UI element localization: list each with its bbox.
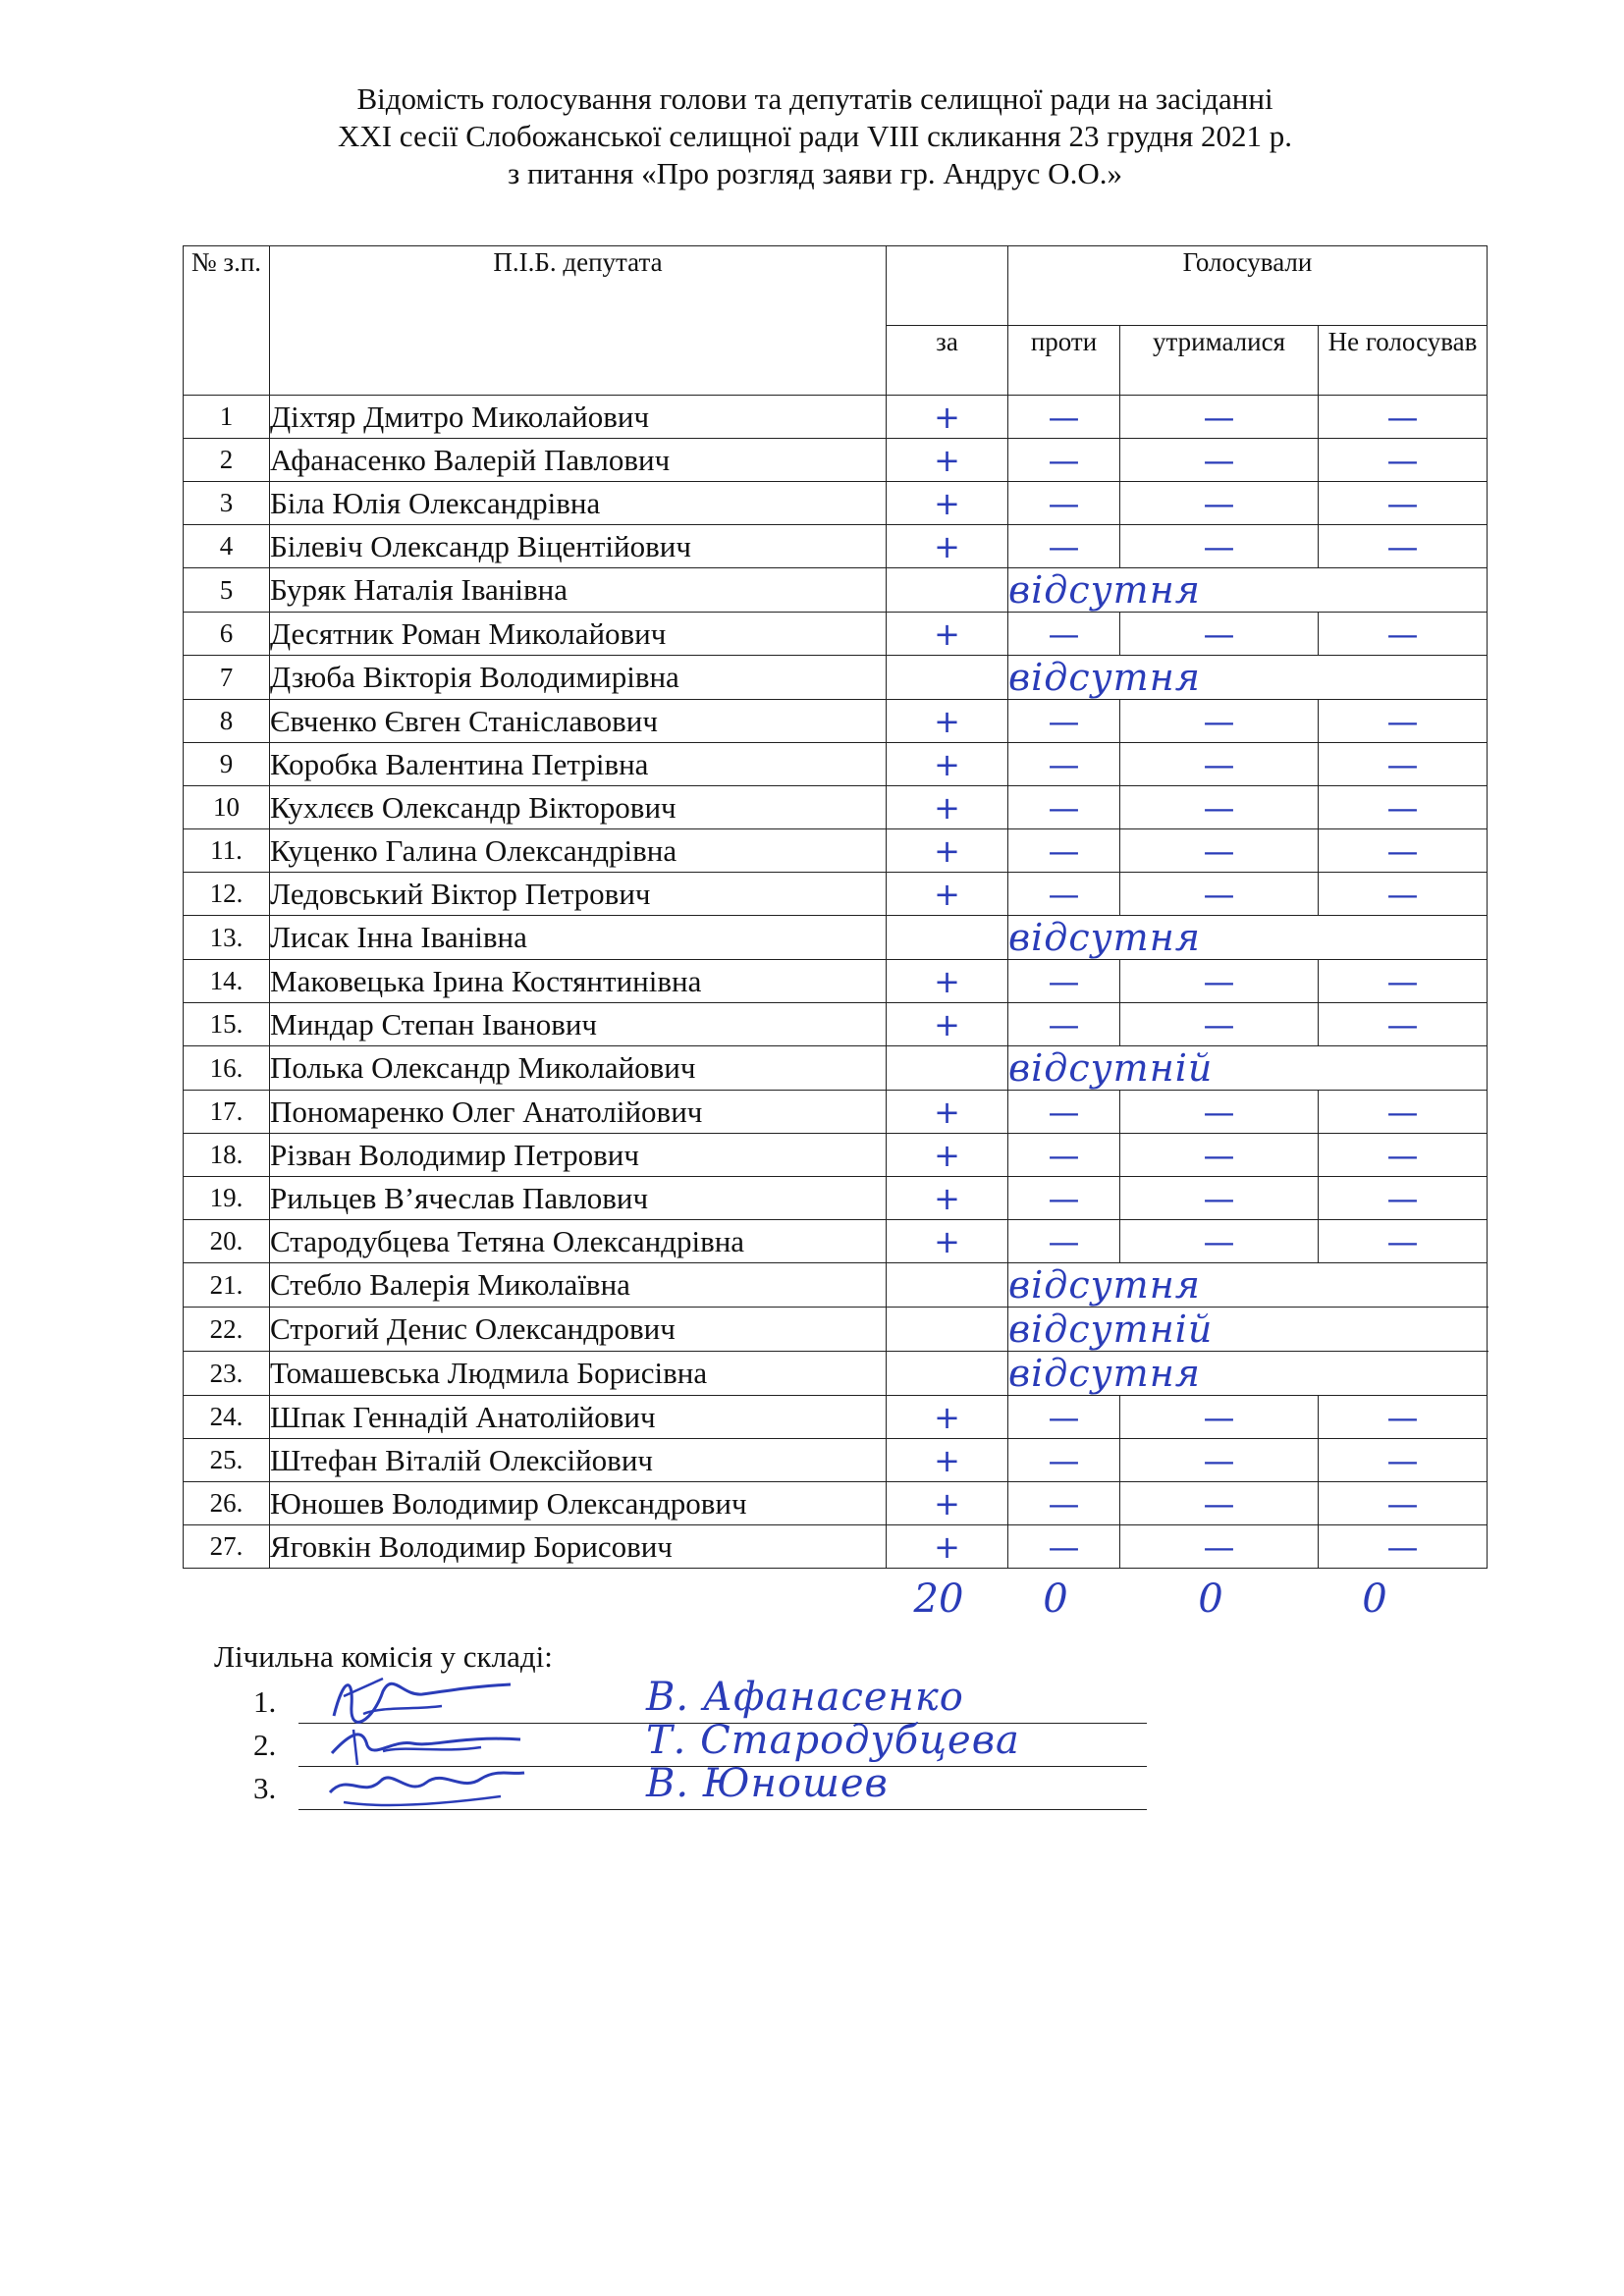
table-row	[184, 786, 1488, 829]
header-abstained: утрималися	[1120, 326, 1319, 396]
vote-against: —	[1008, 1439, 1120, 1482]
vote-abstained: —	[1120, 1396, 1319, 1439]
table-row	[184, 656, 1488, 700]
vote-not-voted: —	[1319, 700, 1488, 743]
vote-not-voted: —	[1319, 396, 1488, 439]
title-line-1: Відомість голосування голови та депутатів селищної ради на засіданні	[356, 81, 1273, 116]
header-deputy-name: П.І.Б. депутата	[270, 246, 887, 396]
deputy-name: Кухлєєв Олександр Вікторович	[270, 786, 887, 829]
absent-note: відсутня	[1008, 1263, 1488, 1308]
vote-abstained: —	[1120, 743, 1319, 786]
row-number: 11.	[184, 829, 270, 873]
deputy-name: Біла Юлія Олександрівна	[270, 482, 887, 525]
table-row	[184, 743, 1488, 786]
vote-for	[887, 1263, 1008, 1308]
vote-not-voted: —	[1319, 1177, 1488, 1220]
row-number: 23.	[184, 1352, 270, 1396]
deputy-name: Буряк Наталія Іванівна	[270, 568, 887, 613]
vote-against: —	[1008, 829, 1120, 873]
vote-not-voted: —	[1319, 829, 1488, 873]
row-number: 16.	[184, 1046, 270, 1091]
commission-label: Лічильна комісія у складі:	[214, 1639, 553, 1674]
vote-abstained: —	[1120, 525, 1319, 568]
vote-not-voted: —	[1319, 960, 1488, 1003]
row-number: 15.	[184, 1003, 270, 1046]
vote-abstained: —	[1120, 439, 1319, 482]
vote-for: +	[887, 396, 1008, 439]
table-row	[184, 1352, 1488, 1396]
vote-against: —	[1008, 439, 1120, 482]
vote-against: —	[1008, 525, 1120, 568]
vote-not-voted: —	[1319, 482, 1488, 525]
vote-for: +	[887, 700, 1008, 743]
vote-abstained: —	[1120, 1482, 1319, 1525]
header-not-voted: Не голосував	[1319, 326, 1488, 396]
row-number: 14.	[184, 960, 270, 1003]
absent-note: відсутня	[1008, 656, 1488, 700]
deputy-name: Коробка Валентина Петрівна	[270, 743, 887, 786]
table-row	[184, 1134, 1488, 1177]
vote-abstained: —	[1120, 396, 1319, 439]
vote-for: +	[887, 1482, 1008, 1525]
deputy-name: Дзюба Вікторія Володимирівна	[270, 656, 887, 700]
vote-against: —	[1008, 1482, 1120, 1525]
vote-not-voted: —	[1319, 525, 1488, 568]
total-abstained: 0	[1198, 1576, 1223, 1622]
row-number: 24.	[184, 1396, 270, 1439]
row-number: 13.	[184, 916, 270, 960]
vote-not-voted: —	[1319, 1134, 1488, 1177]
vote-not-voted: —	[1319, 1396, 1488, 1439]
row-number: 20.	[184, 1220, 270, 1263]
table-row	[184, 439, 1488, 482]
vote-against: —	[1008, 1091, 1120, 1134]
table-row	[184, 1396, 1488, 1439]
deputy-name: Афанасенко Валерій Павлович	[270, 439, 887, 482]
vote-not-voted: —	[1319, 439, 1488, 482]
vote-for: +	[887, 1439, 1008, 1482]
header-number: № з.п.	[184, 246, 270, 396]
row-number: 25.	[184, 1439, 270, 1482]
row-number: 6	[184, 613, 270, 656]
table-row	[184, 1263, 1488, 1308]
vote-against: —	[1008, 786, 1120, 829]
vote-not-voted: —	[1319, 1003, 1488, 1046]
absent-note: відсутня	[1008, 916, 1488, 960]
vote-against: —	[1008, 743, 1120, 786]
header-for: за	[887, 326, 1008, 396]
vote-for: +	[887, 613, 1008, 656]
absent-note: відсутній	[1008, 1308, 1488, 1352]
deputy-name: Полька Олександр Миколайович	[270, 1046, 887, 1091]
table-row	[184, 1439, 1488, 1482]
vote-not-voted: —	[1319, 786, 1488, 829]
vote-against: —	[1008, 960, 1120, 1003]
table-row	[184, 1091, 1488, 1134]
deputy-name: Яговкін Володимир Борисович	[270, 1525, 887, 1569]
vote-against: —	[1008, 1134, 1120, 1177]
header-against: проти	[1008, 326, 1120, 396]
row-number: 7	[184, 656, 270, 700]
vote-against: —	[1008, 396, 1120, 439]
vote-abstained: —	[1120, 1134, 1319, 1177]
vote-for: +	[887, 1220, 1008, 1263]
vote-for: +	[887, 1177, 1008, 1220]
vote-not-voted: —	[1319, 743, 1488, 786]
table-row	[184, 568, 1488, 613]
header-voted: Голосували	[1008, 246, 1488, 326]
table-row	[184, 873, 1488, 916]
deputy-name: Ледовський Віктор Петрович	[270, 873, 887, 916]
vote-against: —	[1008, 1396, 1120, 1439]
table-row	[184, 482, 1488, 525]
vote-abstained: —	[1120, 613, 1319, 656]
document-title	[177, 80, 1453, 192]
member-name: В. Юношев	[646, 1761, 889, 1806]
row-number: 8	[184, 700, 270, 743]
absent-note: відсутня	[1008, 1352, 1488, 1396]
vote-for	[887, 1046, 1008, 1091]
table-row	[184, 916, 1488, 960]
vote-for: +	[887, 482, 1008, 525]
vote-not-voted: —	[1319, 1220, 1488, 1263]
deputy-name: Строгий Денис Олександрович	[270, 1308, 887, 1352]
deputy-name: Євченко Євген Станіславович	[270, 700, 887, 743]
member-index: 1.	[253, 1684, 277, 1719]
row-number: 18.	[184, 1134, 270, 1177]
vote-not-voted: —	[1319, 613, 1488, 656]
vote-against: —	[1008, 1177, 1120, 1220]
row-number: 2	[184, 439, 270, 482]
vote-abstained: —	[1120, 786, 1319, 829]
table-row	[184, 1482, 1488, 1525]
deputy-name: Діхтяр Дмитро Миколайович	[270, 396, 887, 439]
vote-abstained: —	[1120, 482, 1319, 525]
vote-not-voted: —	[1319, 1439, 1488, 1482]
vote-abstained: —	[1120, 960, 1319, 1003]
row-number: 21.	[184, 1263, 270, 1308]
member-name: Т. Стародубцева	[646, 1718, 1020, 1763]
row-number: 22.	[184, 1308, 270, 1352]
deputy-name: Юношев Володимир Олександрович	[270, 1482, 887, 1525]
absent-note: відсутній	[1008, 1046, 1488, 1091]
voting-table	[183, 245, 1488, 1569]
deputy-name: Шпак Геннадій Анатолійович	[270, 1396, 887, 1439]
deputy-name: Штефан Віталій Олексійович	[270, 1439, 887, 1482]
vote-abstained: —	[1120, 1091, 1319, 1134]
absent-note: відсутня	[1008, 568, 1488, 613]
member-index: 2.	[253, 1728, 277, 1762]
vote-for	[887, 1308, 1008, 1352]
table-row	[184, 1046, 1488, 1091]
vote-for: +	[887, 1525, 1008, 1569]
row-number: 26.	[184, 1482, 270, 1525]
member-index: 3.	[253, 1771, 277, 1805]
table-row	[184, 1308, 1488, 1352]
total-for: 20	[913, 1576, 964, 1622]
vote-not-voted: —	[1319, 873, 1488, 916]
row-number: 5	[184, 568, 270, 613]
table-row	[184, 1525, 1488, 1569]
vote-for: +	[887, 786, 1008, 829]
vote-for	[887, 568, 1008, 613]
vote-for: +	[887, 960, 1008, 1003]
vote-for	[887, 1352, 1008, 1396]
vote-for: +	[887, 743, 1008, 786]
vote-abstained: —	[1120, 1177, 1319, 1220]
vote-for: +	[887, 1396, 1008, 1439]
vote-against: —	[1008, 613, 1120, 656]
vote-against: —	[1008, 873, 1120, 916]
row-number: 4	[184, 525, 270, 568]
table-row	[184, 829, 1488, 873]
vote-for: +	[887, 873, 1008, 916]
deputy-rows	[184, 396, 1488, 1569]
table-row	[184, 1177, 1488, 1220]
header-blank	[887, 246, 1008, 326]
deputy-name: Лисак Інна Іванівна	[270, 916, 887, 960]
title-line-3: з питання «Про розгляд заяви гр. Андрус О.О.»	[508, 156, 1122, 190]
row-number: 1	[184, 396, 270, 439]
table-row	[184, 1003, 1488, 1046]
vote-for: +	[887, 439, 1008, 482]
deputy-name: Маковецька Ірина Костянтинівна	[270, 960, 887, 1003]
deputy-name: Стебло Валерія Миколаївна	[270, 1263, 887, 1308]
deputy-name: Рильцев В’ячеслав Павлович	[270, 1177, 887, 1220]
vote-for	[887, 656, 1008, 700]
vote-not-voted: —	[1319, 1525, 1488, 1569]
vote-abstained: —	[1120, 1439, 1319, 1482]
vote-abstained: —	[1120, 700, 1319, 743]
deputy-name: Куценко Галина Олександрівна	[270, 829, 887, 873]
deputy-name: Білевіч Олександр Віцентійович	[270, 525, 887, 568]
vote-for: +	[887, 1003, 1008, 1046]
deputy-name: Томашевська Людмила Борисівна	[270, 1352, 887, 1396]
title-line-2: XXI сесії Слобожанської селищної ради VIII скликання 23 грудня 2021 р.	[337, 119, 1293, 153]
row-number: 19.	[184, 1177, 270, 1220]
vote-against: —	[1008, 1220, 1120, 1263]
table-row	[184, 613, 1488, 656]
table-row	[184, 396, 1488, 439]
total-against: 0	[1043, 1576, 1068, 1622]
commission-member-3	[253, 1761, 1147, 1810]
vote-abstained: —	[1120, 1525, 1319, 1569]
deputy-name: Миндар Степан Іванович	[270, 1003, 887, 1046]
vote-against: —	[1008, 482, 1120, 525]
deputy-name: Пономаренко Олег Анатолійович	[270, 1091, 887, 1134]
vote-for	[887, 916, 1008, 960]
vote-for: +	[887, 1134, 1008, 1177]
total-not-voted: 0	[1362, 1576, 1387, 1622]
vote-abstained: —	[1120, 1003, 1319, 1046]
vote-against: —	[1008, 1003, 1120, 1046]
vote-for: +	[887, 1091, 1008, 1134]
vote-against: —	[1008, 700, 1120, 743]
row-number: 27.	[184, 1525, 270, 1569]
row-number: 3	[184, 482, 270, 525]
vote-against: —	[1008, 1525, 1120, 1569]
member-name: В. Афанасенко	[646, 1675, 964, 1720]
deputy-name: Стародубцева Тетяна Олександрівна	[270, 1220, 887, 1263]
table-row	[184, 960, 1488, 1003]
vote-not-voted: —	[1319, 1482, 1488, 1525]
table-row	[184, 525, 1488, 568]
row-number: 10	[184, 786, 270, 829]
vote-abstained: —	[1120, 873, 1319, 916]
vote-abstained: —	[1120, 829, 1319, 873]
table-row	[184, 700, 1488, 743]
deputy-name: Різван Володимир Петрович	[270, 1134, 887, 1177]
vote-abstained: —	[1120, 1220, 1319, 1263]
row-number: 9	[184, 743, 270, 786]
row-number: 12.	[184, 873, 270, 916]
vote-for: +	[887, 829, 1008, 873]
vote-for: +	[887, 525, 1008, 568]
signature-3-icon	[324, 1753, 530, 1814]
vote-not-voted: —	[1319, 1091, 1488, 1134]
row-number: 17.	[184, 1091, 270, 1134]
deputy-name: Десятник Роман Миколайович	[270, 613, 887, 656]
table-row	[184, 1220, 1488, 1263]
